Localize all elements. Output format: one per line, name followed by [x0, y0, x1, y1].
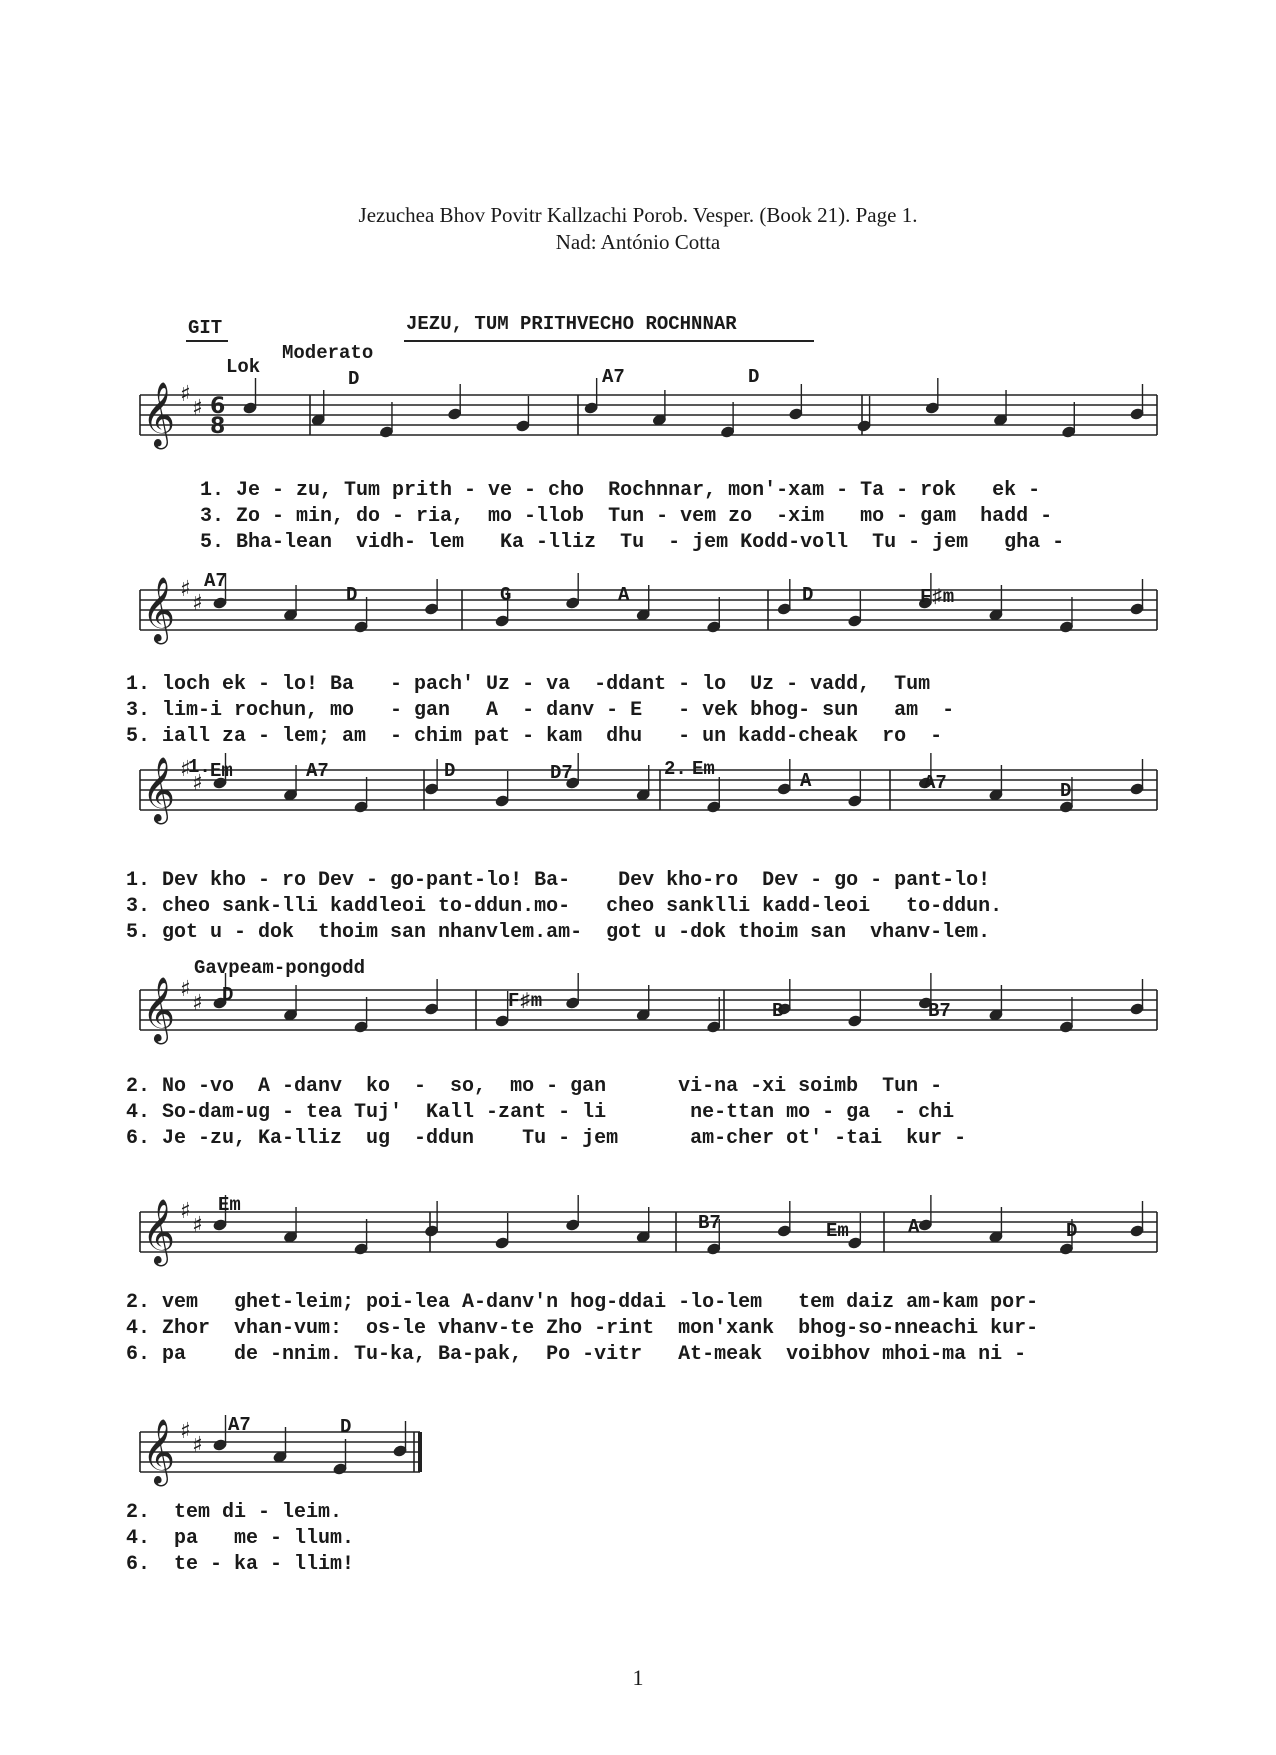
sharp-icon: ♯ — [180, 757, 191, 782]
chord-symbol: B7 — [698, 1212, 721, 1234]
treble-clef-icon: 𝄞 — [142, 1199, 176, 1264]
chord-symbol: A7 — [228, 1414, 251, 1436]
lyric-line: 5. Bha-lean vidh- lem Ka -lliz Tu - jem Kodd-voll Tu - jem gha - — [200, 531, 1065, 554]
chord-symbol: A — [618, 584, 630, 606]
lyric-line: 4. Zhor vhan-vum: os-le vhanv-te Zho -rint mon'xank bhog-so-nneachi kur- — [126, 1317, 1039, 1340]
page-header-title: Jezuchea Bhov Povitr Kallzachi Porob. Vesper. (Book 21). Page 1. — [358, 203, 918, 227]
lyric-line: 2. No -vo A -danv ko - so, mo - gan vi-na -xi soimb Tun - — [126, 1075, 943, 1098]
section-label: Gavpeam-pongodd — [194, 957, 366, 979]
chord-symbol: B — [772, 1000, 784, 1022]
chord-symbol: A7 — [306, 760, 329, 782]
lyric-line: 1. loch ek - lo! Ba - pach' Uz - va -ddant - lo Uz - vadd, Tum — [126, 673, 931, 696]
treble-clef-icon: 𝄞 — [142, 382, 176, 447]
song-label: GIT — [188, 317, 223, 339]
treble-clef-icon: 𝄞 — [142, 757, 176, 822]
volta-2-label: 2. — [664, 758, 687, 780]
lyric-line: 3. cheo sank-lli kaddleoi to-ddun.mo- cheo sanklli kadd-leoi to-ddun. — [126, 895, 1003, 918]
volta-1-label: 1. — [188, 756, 211, 778]
lyric-line: 1. Je - zu, Tum prith - ve - cho Rochnnar, mon'-xam - Ta - rok ek - — [200, 479, 1041, 502]
sharp-icon: ♯ — [180, 577, 191, 602]
chord-symbol: G — [500, 584, 512, 606]
chord-symbol: B7 — [928, 1000, 951, 1022]
sharp-icon: ♯ — [192, 591, 203, 616]
lyric-line: 3. lim-i rochun, mo - gan A - danv - E - vek bhog- sun am - — [126, 699, 955, 722]
lyric-line: 2. vem ghet-leim; poi-lea A-danv'n hog-ddai -lo-lem tem daiz am-kam por- — [126, 1291, 1039, 1314]
page-header-arranger: Nad: António Cotta — [555, 230, 721, 254]
sharp-icon: ♯ — [192, 991, 203, 1016]
sharp-icon: ♯ — [180, 1419, 191, 1444]
sharp-icon: ♯ — [192, 771, 203, 796]
chord-symbol: A7 — [924, 772, 947, 794]
lyrics-block — [126, 868, 1002, 946]
tempo-marking-lok: Lok — [226, 356, 261, 378]
time-signature-denominator: 8 — [210, 414, 226, 439]
lyrics-block — [126, 1500, 354, 1578]
sharp-icon: ♯ — [192, 1213, 203, 1238]
lyrics-block — [126, 1290, 1038, 1368]
chord-symbol: A7 — [602, 366, 625, 388]
time-signature-numerator: 6 — [210, 394, 226, 419]
lyric-line: 4. pa me - llum. — [126, 1527, 355, 1550]
song-title: JEZU, TUM PRITHVECHO ROCHNNAR — [406, 313, 737, 335]
lyric-line: 1. Dev kho - ro Dev - go-pant-lo! Ba- Dev kho-ro Dev - go - pant-lo! — [126, 869, 991, 892]
chord-symbol: Em — [218, 1194, 241, 1216]
chord-symbol: D — [222, 984, 234, 1006]
chord-symbol: D — [1060, 780, 1072, 802]
treble-clef-icon: 𝄞 — [142, 1419, 176, 1484]
chord-symbol: D — [348, 368, 360, 390]
chord-symbol: A7 — [204, 570, 227, 592]
chord-symbol: Em — [826, 1220, 849, 1242]
chord-symbol: D — [340, 1416, 352, 1438]
chord-symbol: D — [748, 366, 760, 388]
lyric-line: 3. Zo - min, do - ria, mo -llob Tun - vem zo -xim mo - gam hadd - — [200, 505, 1053, 528]
chord-symbol: Em — [692, 758, 715, 780]
lyric-line: 5. got u - dok thoim san nhanvlem.am- got u -dok thoim san vhanv-lem. — [126, 921, 991, 944]
chord-symbol: D — [444, 760, 456, 782]
chord-symbol: A — [908, 1216, 920, 1238]
lyrics-block — [200, 478, 1064, 556]
lyrics-block — [126, 672, 954, 750]
chord-symbol: A — [800, 770, 812, 792]
sharp-icon: ♯ — [180, 977, 191, 1002]
lyric-line: 4. So-dam-ug - tea Tuj' Kall -zant - li ne-ttan mo - ga - chi — [126, 1101, 955, 1124]
lyric-line: 2. tem di - leim. — [126, 1501, 343, 1524]
sharp-icon: ♯ — [192, 396, 203, 421]
lyric-line: 5. iall za - lem; am - chim pat - kam dhu - un kadd-cheak ro - — [126, 725, 943, 748]
sharp-icon: ♯ — [192, 1433, 203, 1458]
lyric-line: 6. Je -zu, Ka-lliz ug -ddun Tu - jem am-cher ot' -tai kur - — [126, 1127, 967, 1150]
chord-symbol: F♯m — [508, 990, 543, 1012]
page-number: 1 — [632, 1665, 644, 1690]
chord-symbol: D — [1066, 1220, 1078, 1242]
treble-clef-icon: 𝄞 — [142, 977, 176, 1042]
chord-symbol: Em — [210, 760, 233, 782]
sharp-icon: ♯ — [180, 1199, 191, 1224]
lyric-line: 6. pa de -nnim. Tu-ka, Ba-pak, Po -vitr At-meak voibhov mhoi-ma ni - — [126, 1343, 1027, 1366]
chord-symbol: F♯m — [920, 586, 955, 608]
tempo-marking-moderato: Moderato — [282, 342, 374, 364]
treble-clef-icon: 𝄞 — [142, 577, 176, 642]
lyrics-block — [126, 1074, 966, 1152]
chord-symbol: D — [802, 584, 814, 606]
sharp-icon: ♯ — [180, 382, 191, 407]
chord-symbol: D7 — [550, 762, 573, 784]
chord-symbol: D — [346, 584, 358, 606]
lyric-line: 6. te - ka - llim! — [126, 1553, 355, 1576]
